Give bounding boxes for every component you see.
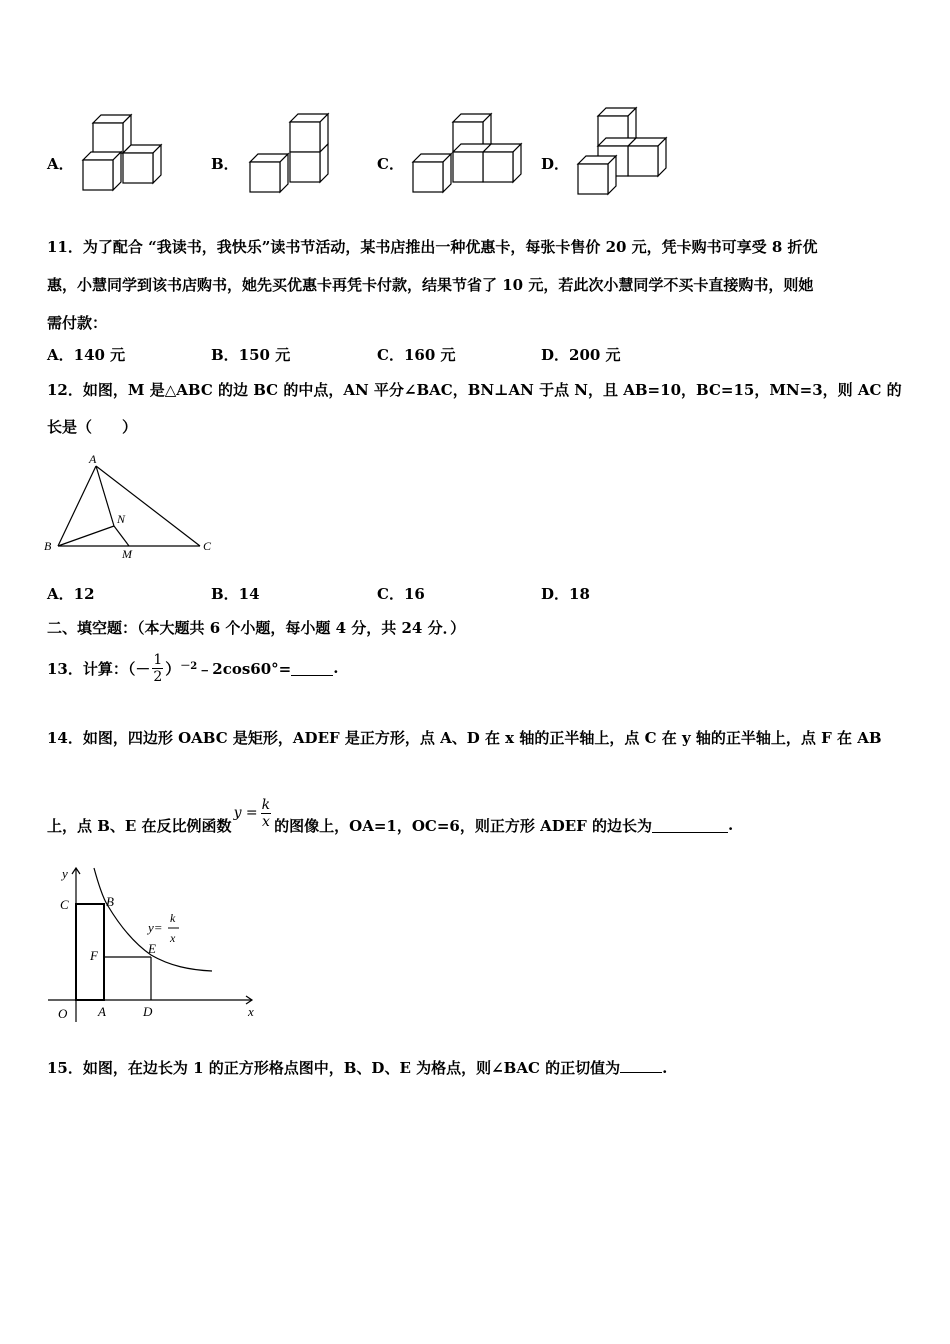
q12-line-2: 长是（ ） <box>47 418 138 436</box>
q13-end: . <box>333 659 339 677</box>
q14-formula-y: y = <box>233 805 258 821</box>
q14-formula-fraction <box>261 797 271 830</box>
q14-label-c: C <box>60 897 69 912</box>
q14-end: . <box>728 816 734 834</box>
q14-label-a: A <box>98 1004 106 1019</box>
q10-option-d-figure <box>570 100 675 200</box>
q12-option-b: B．14 <box>211 585 260 603</box>
q12-label-a: A <box>89 452 97 466</box>
q11-option-d: D．200 元 <box>541 346 621 364</box>
q12-label-c: C <box>203 539 212 553</box>
q14-label-o: O <box>58 1006 68 1021</box>
q14-label-y: y <box>62 866 68 881</box>
q12-option-c: C．16 <box>377 585 425 603</box>
q15-end: . <box>662 1059 668 1077</box>
q12-option-a: A．12 <box>47 585 95 603</box>
q10-option-a-figure <box>75 105 170 200</box>
q11-option-b: B．150 元 <box>211 346 291 364</box>
q14-curve-label-x: x <box>170 931 176 945</box>
q14-curve-label-k: k <box>170 911 176 925</box>
q11-line-2: 惠，小慧同学到该书店购书，她先买优惠卡再凭卡付款，结果节省了 10 元，若此次小慧同学不买卡直接购书，则她 <box>47 276 814 294</box>
q12-label-m: M <box>122 547 132 561</box>
q14-label-b: B <box>106 894 114 909</box>
q15-answer-blank <box>620 1058 662 1073</box>
q14-line-2-prefix: 上，点 B、E 在反比例函数 <box>47 816 232 835</box>
q10-option-c-figure <box>405 110 530 200</box>
q14-graph-figure <box>40 860 265 1025</box>
q10-option-c-label: C． <box>377 155 404 173</box>
q12-line-1: 12．如图，M 是△ABC 的边 BC 的中点，AN 平分∠BAC，BN⊥AN 于点 N，且 AB=10，BC=15，MN=3，则 AC 的 <box>47 381 902 399</box>
question-15 <box>47 1057 667 1078</box>
q11-option-c: C．160 元 <box>377 346 456 364</box>
q13-frac-den: 2 <box>153 668 163 685</box>
q12-option-d: D．18 <box>541 585 590 603</box>
q14-line-2 <box>47 788 733 838</box>
q13-rest: ﹣2cos60°= <box>197 659 292 678</box>
q14-label-d: D <box>143 1004 153 1019</box>
q12-label-n: N <box>117 512 126 526</box>
q11-line-1: 11．为了配合 “我读书，我快乐”读书节活动，某书店推出一种优惠卡，每张卡售价 20 元，凭卡购书可享受 8 折优 <box>47 238 818 256</box>
q14-formula-den: x <box>261 813 270 830</box>
q13-fraction <box>152 652 163 685</box>
q14-answer-blank <box>652 818 728 833</box>
q14-label-f: F <box>90 948 98 963</box>
q13-prefix: 13．计算：（－ <box>47 659 151 678</box>
q13-exponent: －2 <box>180 660 198 672</box>
q14-line-2-suffix: 的图像上，OA=1，OC=6，则正方形 ADEF 的边长为 <box>274 816 653 835</box>
q12-label-b: B <box>44 539 52 553</box>
q14-label-e: E <box>148 941 156 956</box>
section-2-heading: 二、填空题：（本大题共 6 个小题，每小题 4 分，共 24 分．） <box>47 619 466 637</box>
q11-line-3: 需付款： <box>47 314 108 332</box>
q15-text: 15．如图，在边长为 1 的正方形格点图中，B、D、E 为格点，则∠BAC 的正切值为 <box>47 1059 621 1077</box>
q14-curve-label-y: y= <box>148 920 163 935</box>
q10-option-b-label: B． <box>211 155 239 173</box>
q10-option-d-label: D． <box>541 155 570 173</box>
q10-option-b-figure <box>240 110 335 200</box>
q10-option-a-label: A． <box>47 155 74 173</box>
q13-answer-blank <box>291 661 333 676</box>
q14-line-1: 14．如图，四边形 OABC 是矩形，ADEF 是正方形，点 A、D 在 x 轴的正半轴上，点 C 在 y 轴的正半轴上，点 F 在 AB <box>47 729 882 747</box>
q13-frac-num: 1 <box>153 651 163 668</box>
q13-suffix: ） <box>165 659 181 678</box>
q14-label-x: x <box>248 1004 254 1019</box>
question-13 <box>47 643 338 693</box>
q14-formula-num: k <box>261 796 271 813</box>
q11-option-a: A．140 元 <box>47 346 126 364</box>
q12-triangle-figure <box>40 450 225 565</box>
